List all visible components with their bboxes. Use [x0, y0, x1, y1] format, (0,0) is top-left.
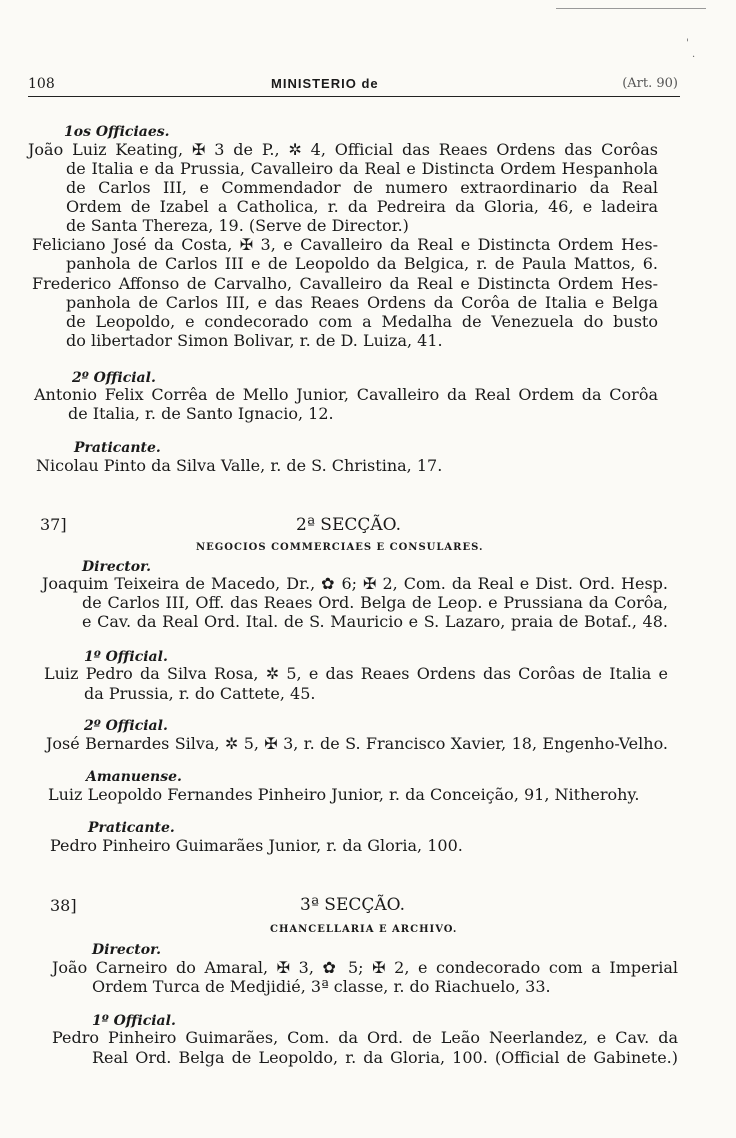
entry-keating-line-3: de Carlos III, e Commendador de numero extraordinario da Real: [66, 178, 658, 197]
entry-keating-line-2: de Italia e da Prussia, Cavalleiro da Real e Distincta Ordem Hespanhola: [66, 159, 658, 178]
entry-joao-carneiro-line-1: João Carneiro do Amaral, ✠ 3, ✿ 5; ✠ 2, e condecorado com a Imperial: [52, 958, 678, 977]
entry-joaquim-line-1: Joaquim Teixeira de Macedo, Dr., ✿ 6; ✠ 2, Com. da Real e Dist. Ord. Hesp.: [42, 574, 668, 593]
section-3-subtitle: CHANCELLARIA E ARCHIVO.: [270, 924, 458, 935]
heading-praticante: Praticante.: [74, 440, 161, 456]
scan-speck: ·: [692, 52, 696, 63]
entry-frederico-line-1: Frederico Affonso de Carvalho, Cavalleiro da Real e Distincta Ordem Hes-: [32, 274, 658, 293]
scan-edge-line: [556, 8, 706, 9]
heading-praticante: Praticante.: [88, 820, 175, 836]
entry-nicolau: Nicolau Pinto da Silva Valle, r. de S. Christina, 17.: [36, 456, 443, 475]
heading-amanuense: Amanuense.: [86, 769, 182, 785]
section-2-number: 37]: [40, 515, 67, 534]
entry-jose: José Bernardes Silva, ✲ 5, ✠ 3, r. de S. Francisco Xavier, 18, Engenho-Velho.: [46, 734, 668, 753]
entry-keating-line-1: João Luiz Keating, ✠ 3 de P., ✲ 4, Official das Reaes Ordens das Corôas: [28, 140, 658, 159]
entry-luiz-rosa-line-2: da Prussia, r. do Cattete, 45.: [84, 684, 316, 703]
entry-joaquim-line-2: de Carlos III, Off. das Reaes Ord. Belga de Leop. e Prussiana da Corôa,: [82, 593, 668, 612]
running-title: MINISTERIO de: [271, 76, 379, 91]
page-number: 108: [28, 76, 55, 92]
entry-frederico-line-4: do libertador Simon Bolivar, r. de D. Luiza, 41.: [66, 331, 443, 350]
header-rule: [28, 96, 680, 97]
heading-first-officials: 1os Officiaes.: [64, 124, 170, 140]
section-3-number: 38]: [50, 896, 77, 915]
entry-feliciano-line-2: panhola de Carlos III e de Leopoldo da Belgica, r. de Paula Mattos, 6.: [66, 254, 658, 273]
entry-keating-line-5: de Santa Thereza, 19. (Serve de Director.): [66, 216, 409, 235]
section-3-title: 3ª SECÇÃO.: [300, 895, 405, 915]
scan-speck: ': [686, 38, 689, 49]
entry-luiz-rosa-line-1: Luiz Pedro da Silva Rosa, ✲ 5, e das Reaes Ordens das Corôas de Italia e: [44, 664, 668, 683]
entry-joao-carneiro-line-2: Ordem Turca de Medjidié, 3ª classe, r. do Riachuelo, 33.: [92, 977, 551, 996]
page-header: [28, 76, 678, 96]
entry-antonio-line-2: de Italia, r. de Santo Ignacio, 12.: [68, 404, 334, 423]
entry-pedro-pinheiro-line-1: Pedro Pinheiro Guimarães, Com. da Ord. de Leão Neerlandez, e Cav. da: [52, 1028, 678, 1047]
article-reference: (Art. 90): [622, 76, 678, 91]
entry-antonio-line-1: Antonio Felix Corrêa de Mello Junior, Cavalleiro da Real Ordem da Corôa: [34, 385, 658, 404]
heading-second-official: 2º Official.: [72, 370, 156, 386]
entry-keating-line-4: Ordem de Izabel a Catholica, r. da Pedreira da Gloria, 46, e ladeira: [66, 197, 658, 216]
entry-pedro-guimaraes: Pedro Pinheiro Guimarães Junior, r. da Gloria, 100.: [50, 836, 463, 855]
section-2-subtitle: NEGOCIOS COMMERCIAES E CONSULARES.: [196, 542, 484, 553]
entry-frederico-line-2: panhola de Carlos III, e das Reaes Ordens da Corôa de Italia e Belga: [66, 293, 658, 312]
entry-luiz-leopoldo: Luiz Leopoldo Fernandes Pinheiro Junior, r. da Conceição, 91, Nitherohy.: [48, 785, 640, 804]
section-2-title: 2ª SECÇÃO.: [296, 515, 401, 535]
entry-feliciano-line-1: Feliciano José da Costa, ✠ 3, e Cavalleiro da Real e Distincta Ordem Hes-: [32, 235, 658, 254]
entry-pedro-pinheiro-line-2: Real Ord. Belga de Leopoldo, r. da Gloria, 100. (Official de Gabinete.): [92, 1048, 678, 1067]
heading-first-official: 1º Official.: [92, 1013, 176, 1029]
entry-frederico-line-3: de Leopoldo, e condecorado com a Medalha de Venezuela do busto: [66, 312, 658, 331]
heading-second-official: 2º Official.: [84, 718, 168, 734]
heading-director: Director.: [92, 942, 162, 958]
heading-director: Director.: [82, 559, 152, 575]
entry-joaquim-line-3: e Cav. da Real Ord. Ital. de S. Mauricio e S. Lazaro, praia de Botaf., 48.: [82, 612, 668, 631]
heading-first-official: 1º Official.: [84, 649, 168, 665]
